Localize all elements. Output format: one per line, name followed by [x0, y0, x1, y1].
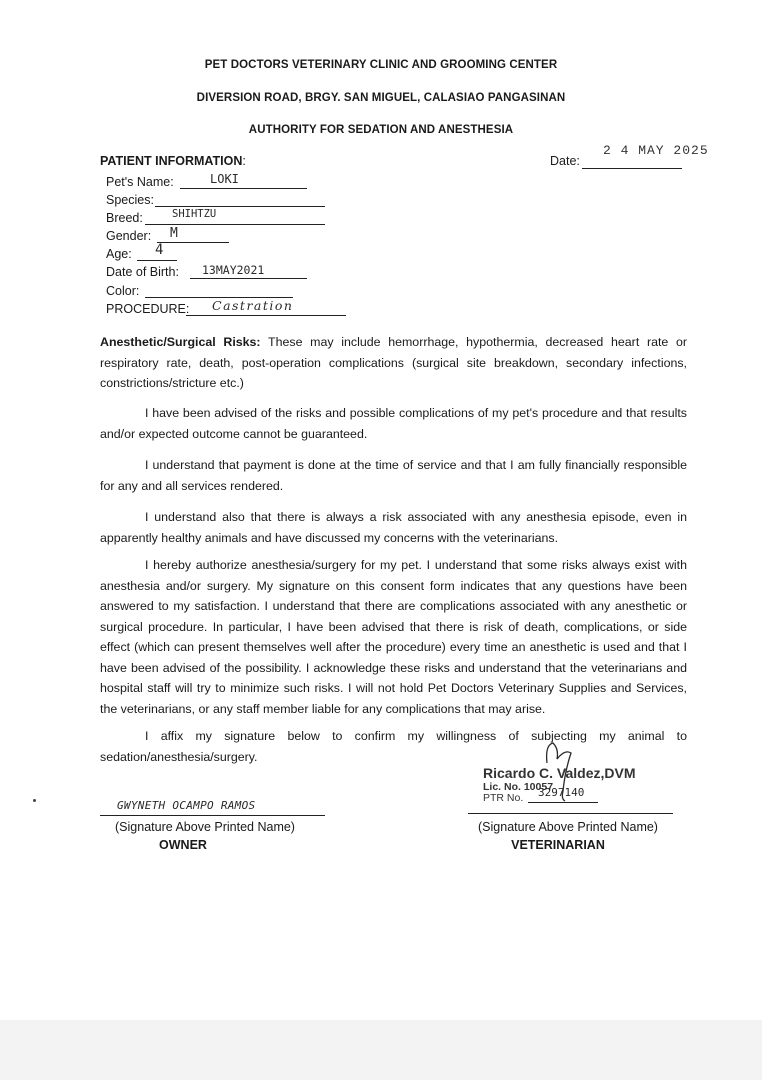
risks-text: These may include hemorrhage, hypothermia, decreased heart rate or respiratory rate, death, post-operation complications (surgical site breakdown, secondary infections, constrictions/stricture etc.)	[100, 335, 687, 390]
vet-name: Ricardo C. Valdez,DVM	[483, 765, 636, 781]
vet-ptr-line	[528, 802, 598, 803]
scan-bottom-edge	[0, 1020, 762, 1080]
gender-label: Gender:	[106, 229, 152, 243]
species-label: Species:	[106, 193, 154, 207]
paragraph-payment: I understand that payment is done at the time of service and that I am fully financially responsible for any and all services rendered.	[100, 458, 687, 493]
paragraph-advised: I have been advised of the risks and possible complications of my pet's procedure and that results and/or expected outcome cannot be guaranteed.	[100, 406, 687, 441]
patient-info-title-colon: :	[242, 154, 246, 168]
age-label: Age:	[106, 247, 132, 261]
gender-line	[157, 242, 229, 243]
date-value: 2 4 MAY 2025	[603, 143, 709, 158]
owner-caption: (Signature Above Printed Name)	[115, 820, 295, 834]
paragraph-authorize: I hereby authorize anesthesia/surgery for my pet. I understand that some risks always exist with anesthesia and/or surgery. My signature on this consent form indicates that any questions have been answered to my satisfaction. I understand that there are complications associated with any anesthetic or surgical procedure. In particular, I have been advised that there is risk of death, complications, or side effect (which can present themselves well after the procedure) every time an anesthetic is used and that I have been advised of the possibility. I acknowledge these risks and understand that the veterinarians and hospital staff will try to minimize such risks. I will not hold Pet Doctors Veterinary Supplies and Services, the veterinarians, or any staff member liable for any complications that may arise.	[100, 558, 687, 716]
age-value: 4	[155, 242, 164, 258]
vet-license: Lic. No. 10057	[483, 781, 554, 793]
patient-info-title-text: PATIENT INFORMATION	[100, 154, 243, 168]
form-title: AUTHORITY FOR SEDATION AND ANESTHESIA	[248, 124, 514, 136]
pet-name-label: Pet's Name:	[106, 175, 174, 189]
owner-signature-line	[100, 815, 325, 816]
stray-dot	[33, 799, 36, 802]
pet-name-value: LOKI	[210, 172, 239, 186]
patient-info-title	[100, 154, 246, 168]
procedure-value: Castration	[212, 298, 294, 313]
clinic-name: PET DOCTORS VETERINARY CLINIC AND GROOMING CENTER	[204, 59, 558, 71]
owner-signature: GWYNETH OCAMPO RAMOS	[117, 799, 256, 812]
gender-value: M	[170, 226, 178, 241]
species-line	[155, 206, 325, 207]
vet-caption: (Signature Above Printed Name)	[478, 820, 658, 834]
dob-line	[190, 278, 307, 279]
dob-value: 13MAY2021	[202, 263, 265, 277]
clinic-address: DIVERSION ROAD, BRGY. SAN MIGUEL, CALASIAO PANGASINAN	[196, 92, 566, 104]
breed-line	[145, 224, 325, 225]
procedure-label: PROCEDURE:	[106, 302, 190, 316]
age-line	[137, 260, 177, 261]
color-label: Color:	[106, 284, 140, 298]
date-line	[582, 168, 682, 169]
vet-ptr-value: 3297140	[538, 786, 585, 799]
breed-value: SHIHTZU	[172, 208, 217, 220]
breed-label: Breed:	[106, 211, 143, 225]
vet-ptr-label: PTR No.	[483, 792, 524, 804]
risks-paragraph	[100, 332, 687, 394]
risks-title: Anesthetic/Surgical Risks:	[100, 335, 261, 349]
pet-name-line	[180, 188, 307, 189]
procedure-line	[186, 315, 346, 316]
vet-role: VETERINARIAN	[511, 838, 605, 852]
dob-label: Date of Birth:	[106, 265, 179, 279]
paragraph-risk: I understand also that there is always a risk associated with any anesthesia episode, even in apparently healthy animals and have discussed my concerns with the veterinarians.	[100, 510, 687, 545]
paragraph-affix: I affix my signature below to confirm my willingness of subjecting my animal to sedation/anesthesia/surgery.	[100, 729, 687, 764]
date-label: Date:	[550, 154, 580, 168]
owner-role: OWNER	[159, 838, 207, 852]
vet-signature-line	[468, 813, 673, 814]
